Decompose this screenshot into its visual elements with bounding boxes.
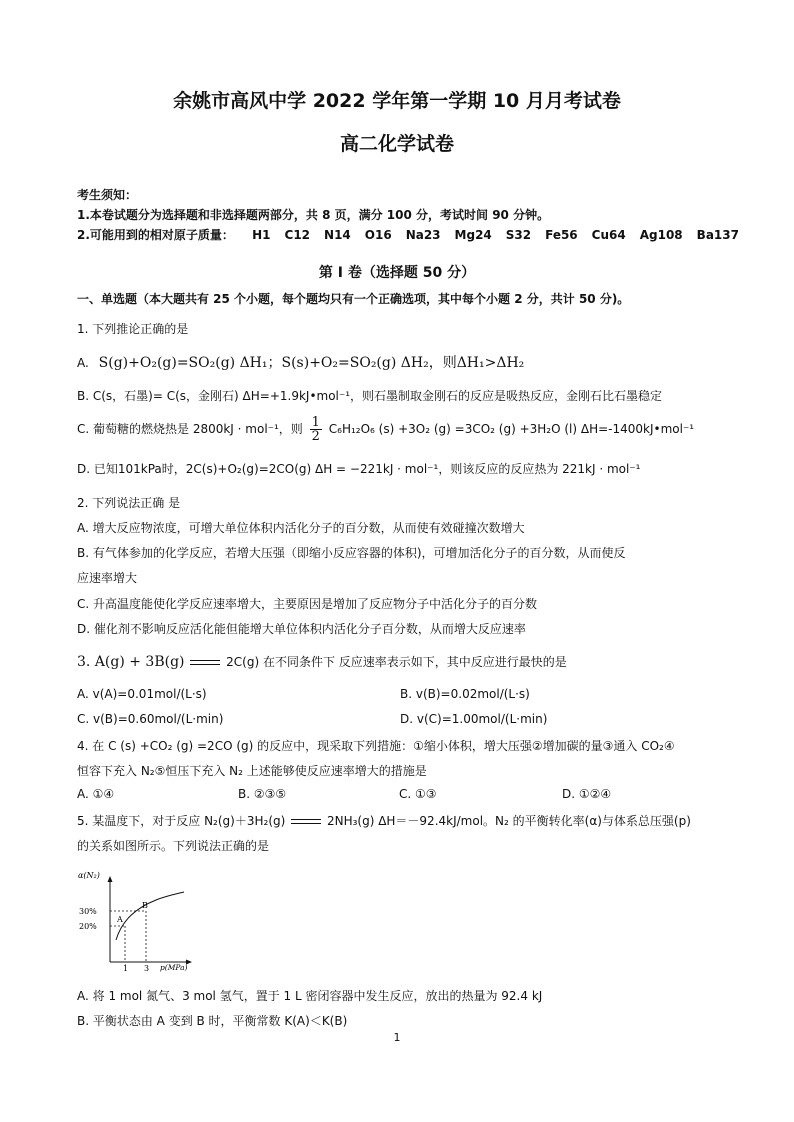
fraction-numerator: 1 <box>311 415 320 430</box>
question-5-line2: 的关系如图所示。下列说法正确的是 <box>77 839 270 853</box>
question-1-stem: 1. 下列推论正确的是 <box>77 322 189 336</box>
atomic-mass-item: C12 <box>284 228 311 242</box>
question-5-line1-pre: 5. 某温度下，对于反应 N₂(g)＋3H₂(g) <box>77 814 286 828</box>
question-4-line1: 4. 在 C (s) +CO₂ (g) =2CO (g) 的反应中，现采取下列措施：①缩小体积，增大压强②增加碳的量③通入 CO₂④ <box>77 739 675 753</box>
graph-y-tick-20: 20% <box>79 922 97 931</box>
graph-x-tick-3: 3 <box>144 964 150 973</box>
question-2-option-c: C. 升高温度能使化学反应速率增大，主要原因是增加了反应物分子中活化分子的百分数 <box>77 597 538 611</box>
question-2-option-a: A. 增大反应物浓度，可增大单位体积内活化分子的百分数，从而使有效碰撞次数增大 <box>77 521 525 535</box>
question-3-option-b: B. v(B)=0.02mol/(L·s) <box>400 687 530 701</box>
question-5-option-b: B. 平衡状态由 A 变到 B 时，平衡常数 K(A)＜K(B) <box>77 1014 348 1028</box>
atomic-mass-item: Ba137 <box>696 228 739 242</box>
question-4-line2: 恒容下充入 N₂⑤恒压下充入 N₂ 上述能够使反应速率增大的措施是 <box>77 764 427 778</box>
graph-x-tick-1: 1 <box>123 964 129 973</box>
question-3-products: 2C(g) 在不同条件下 反应速率表示如下，其中反应进行最快的是 <box>226 655 567 669</box>
question-3-reactants: 3. A(g) + 3B(g) <box>77 654 185 670</box>
question-4-option-d: D. ①②④ <box>562 787 612 801</box>
option-a-label: A. <box>77 356 89 370</box>
question-5-option-a: A. 将 1 mol 氮气、3 mol 氢气，置于 1 L 密闭容器中发生反应，放出的热量为 92.4 kJ <box>77 989 543 1003</box>
question-3-option-a: A. v(A)=0.01mol/(L·s) <box>77 687 207 701</box>
atomic-mass-item: Fe56 <box>545 228 578 242</box>
page-number: 1 <box>393 1031 401 1044</box>
section-heading: 第 I 卷（选择题 50 分） <box>318 265 476 281</box>
exam-subtitle: 高二化学试卷 <box>339 133 454 155</box>
question-2-stem: 2. 下列说法正确 是 <box>77 496 181 510</box>
option-c-pre: C. 葡萄糖的燃烧热是 2800kJ · mol⁻¹，则 <box>77 422 303 436</box>
question-2-option-b-line1: B. 有气体参加的化学反应，若增大压强（即缩小反应容器的体积)，可增加活化分子的百分数，从而使反 <box>77 546 626 560</box>
conversion-pressure-graph <box>76 866 206 974</box>
section-intro: 一、单选题（本大题共有 25 个小题，每个题均只有一个正确选项，其中每个小题 2 分，共计 50 分)。 <box>77 292 630 306</box>
atomic-mass-item: Cu64 <box>591 228 626 242</box>
graph-y-axis-arrow-icon <box>108 876 113 882</box>
question-3-option-d: D. v(C)=1.00mol/(L·min) <box>400 712 548 726</box>
question-3-option-c: C. v(B)=0.60mol/(L·min) <box>77 712 224 726</box>
atomic-mass-item: O16 <box>364 228 392 242</box>
graph-y-label: α(N₂) <box>78 871 100 880</box>
question-1-option-d: D. 已知101kPa时，2C(s)+O₂(g)=2CO(g) ΔH = −221kJ · mol⁻¹，则该反应的反应热为 221kJ · mol⁻¹ <box>77 462 641 476</box>
atomic-mass-item: Na23 <box>405 228 441 242</box>
question-5-line1 <box>77 812 691 829</box>
atomic-mass-item: Mg24 <box>454 228 492 242</box>
atomic-mass-item: Ag108 <box>639 228 683 242</box>
notice-item-2 <box>77 226 739 243</box>
notice-item-2-label: 2.可能用到的相对原子质量： <box>77 228 234 242</box>
atomic-mass-item: S32 <box>505 228 532 242</box>
graph-curve <box>116 892 184 940</box>
question-2-option-d: D. 催化剂不影响反应活化能但能增大单位体积内活化分子百分数，从而增大反应速率 <box>77 622 526 636</box>
graph-y-tick-30: 30% <box>79 907 97 916</box>
graph-point-b-label: B <box>142 901 148 910</box>
equilibrium-arrow-icon <box>190 659 220 667</box>
option-a-text: S(g)+O₂(g)=SO₂(g) ΔH₁；S(s)+O₂=SO₂(g) ΔH₂，则ΔH₁>ΔH₂ <box>98 355 525 371</box>
equilibrium-arrow-icon <box>291 818 321 826</box>
question-4-option-c: C. ①③ <box>399 787 437 801</box>
question-4-option-a: A. ①④ <box>77 787 115 801</box>
question-5-line1-post: 2NH₃(g) ΔH＝－92.4kJ/mol。N₂ 的平衡转化率(α)与体系总压强(p) <box>326 814 691 828</box>
exam-title: 余姚市高风中学 2022 学年第一学期 10 月月考试卷 <box>173 90 621 112</box>
notice-heading: 考生须知： <box>77 188 138 202</box>
option-c-post: C₆H₁₂O₆ (s) +3O₂ (g) =3CO₂ (g) +3H₂O (l) ΔH=-1400kJ•mol⁻¹ <box>328 422 695 436</box>
atomic-mass-item: H1 <box>252 228 271 242</box>
question-4-option-b: B. ②③⑤ <box>238 787 287 801</box>
question-1-option-b: B. C(s，石墨)= C(s，金刚石) ΔH=+1.9kJ•mol⁻¹，则石墨制取金刚石的反应是吸热反应，金刚石比石墨稳定 <box>77 389 663 403</box>
question-1-option-c <box>77 416 694 443</box>
atomic-mass-item: N14 <box>324 228 351 242</box>
atomic-mass-list <box>238 228 739 242</box>
question-3-stem <box>77 653 567 670</box>
graph-x-label: p(MPa) <box>160 963 188 972</box>
fraction-one-half <box>310 416 322 443</box>
fraction-denominator: 2 <box>311 429 320 444</box>
question-2-option-b-line2: 应速率增大 <box>77 571 138 585</box>
notice-item-1: 1.本卷试题分为选择题和非选择题两部分，共 8 页，满分 100 分，考试时间 90 分钟。 <box>77 208 550 222</box>
graph-point-a-label: A <box>117 915 123 924</box>
question-1-option-a <box>77 352 524 372</box>
